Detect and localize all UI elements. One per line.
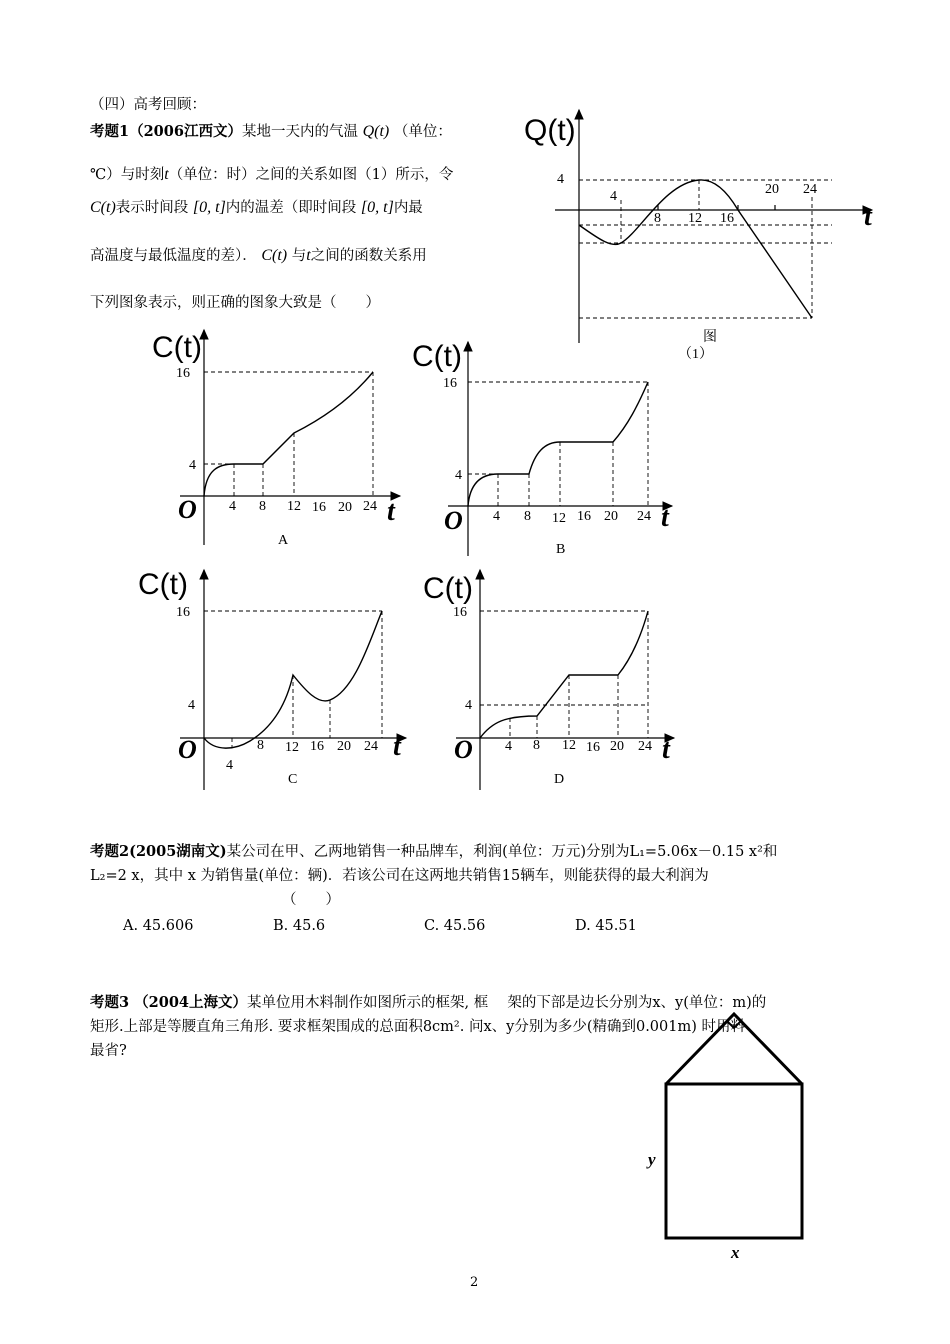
graph-d-letter: D (554, 772, 565, 787)
q2-option-b: B. 45.6 (273, 918, 326, 934)
tick-label: 12 (562, 738, 576, 753)
figure-1-graph (555, 110, 872, 343)
tick-label: 24 (363, 499, 377, 514)
figure-1-caption: （1） (678, 347, 713, 362)
tick-label: 4 (226, 758, 233, 773)
tick-label: 24 (803, 182, 817, 197)
q3-text: 某单位用木料制作如图所示的框架, 框 架的下部是边长分别为x、y(单位：m)的 (247, 995, 767, 1011)
tick-label: 4 (465, 698, 472, 713)
tick-label: 4 (505, 739, 512, 754)
q1-text: ℃）与时刻 (90, 167, 165, 183)
figure-1-caption: 图 (703, 330, 717, 345)
curve-a (204, 372, 373, 496)
tick-label: 8 (654, 211, 661, 226)
frame-rectangle (666, 1084, 802, 1238)
q1-interval: [0, t] (360, 199, 394, 216)
section-title: （四）高考回顾： (90, 97, 206, 113)
tick-label: 4 (455, 468, 462, 483)
tick-label: 8 (257, 738, 264, 753)
tick-label: 16 (586, 740, 600, 755)
graph-c-letter: C (288, 772, 298, 787)
tick-label: 4 (229, 499, 236, 514)
q1-Ct: C(t) (261, 247, 288, 264)
q2-option-d: D. 45.51 (575, 918, 637, 934)
graph-b-origin: O (444, 506, 463, 535)
tick-label: 12 (552, 511, 566, 526)
q3-line2: 矩形.上部是等腰直角三角形. 要求框架围成的总面积8cm². 问x、y分别为多少(精确到0.001m) 时用料 (90, 1019, 746, 1035)
q3-label: 考题3 （2004上海文） (90, 994, 247, 1011)
tick-label: 8 (524, 509, 531, 524)
graph-b-y-label: C(t) (412, 340, 462, 373)
tick-label: 24 (638, 739, 652, 754)
graph-a-letter: A (278, 533, 289, 548)
q1-t: t (164, 166, 169, 183)
graph-c-y-label: C(t) (138, 568, 188, 601)
q1-text: 表示时间段 (115, 200, 189, 216)
frame-figure (666, 1014, 802, 1238)
tick-label: 12 (285, 740, 299, 755)
q1-text: 与 (291, 248, 307, 264)
graph-b-letter: B (556, 542, 566, 557)
tick-label: 16 (577, 509, 591, 524)
graph-d (456, 570, 674, 790)
tick-label: 20 (604, 509, 618, 524)
tick-label: 16 (176, 605, 190, 620)
tick-label: 16 (310, 739, 324, 754)
q2-label: 考题2(2005湖南文) (90, 843, 227, 860)
tick-label: 12 (287, 499, 301, 514)
tick-label: 16 (453, 605, 467, 620)
tick-label: 8 (533, 738, 540, 753)
q1-text: 高温度与最低温度的差）． (90, 248, 257, 264)
graph-a-x-label: t (387, 496, 395, 527)
q1-t: t (306, 247, 311, 264)
graph-a-y-label: C(t) (152, 331, 202, 364)
q3-line3: 最省? (90, 1043, 127, 1059)
q2-text: 某公司在甲、乙两地销售一种品牌车，利润(单位：万元)分别为L₁=5.06x－0.15 x²和 (226, 844, 778, 860)
q2-line2: L₂=2 x，其中 x 为销售量(单位：辆)．若该公司在这两地共销售15辆车，则能获得的最大利润为 (90, 868, 709, 884)
page-number: 2 (470, 1275, 479, 1290)
graph-d-origin: O (454, 735, 473, 764)
q1-interval: [0, t] (192, 199, 226, 216)
q1-text: 内最 (393, 200, 423, 216)
q1-line5: 下列图象表示，则正确的图象大致是（ ） (90, 295, 380, 311)
q1-Qt: Q(t) (362, 123, 390, 140)
tick-label: 4 (189, 458, 196, 473)
tick-label: 24 (637, 509, 651, 524)
tick-label: 20 (610, 739, 624, 754)
figure-1-x-label: t (864, 201, 872, 232)
q2-paren: （ ） (282, 892, 340, 908)
graph-d-x-label: t (662, 734, 670, 765)
tick-label: 20 (338, 500, 352, 515)
q1-text: （单位： (393, 124, 452, 140)
curve-d (480, 611, 648, 738)
graph-c-x-label: t (393, 731, 401, 762)
q2-option-a: A. 45.606 (123, 918, 194, 934)
graph-c (180, 570, 406, 790)
tick-label: 12 (688, 211, 702, 226)
tick-label: 20 (337, 739, 351, 754)
figure-1-y-label: Q(t) (524, 114, 576, 147)
tick-label: 4 (610, 189, 617, 204)
tick-label: 24 (364, 739, 378, 754)
q2-option-c: C. 45.56 (424, 918, 486, 934)
tick-label: 4 (188, 698, 195, 713)
graph-b-x-label: t (661, 502, 669, 533)
tick-label: 16 (312, 500, 326, 515)
tick-label: 4 (557, 172, 564, 187)
q1-label: 考题1（2006江西文） (90, 123, 242, 140)
q1-text: 之间的函数关系用 (310, 248, 427, 264)
tick-label: 20 (765, 182, 779, 197)
q1-Ct: C(t) (90, 199, 116, 216)
q1-text: （单位：时）之间的关系如图（1）所示，令 (168, 167, 454, 183)
tick-label: 8 (259, 499, 266, 514)
right-angle-mark (727, 1021, 741, 1028)
curve-b (468, 382, 648, 506)
q1-text: 内的温差（即时间段 (225, 200, 357, 216)
tick-label: 16 (720, 211, 734, 226)
tick-label: 4 (493, 509, 500, 524)
tick-label: 16 (443, 376, 457, 391)
graph-d-y-label: C(t) (423, 572, 473, 605)
frame-y-label: y (648, 1150, 656, 1169)
graph-a-origin: O (178, 495, 197, 524)
tick-label: 16 (176, 366, 190, 381)
frame-x-label: x (731, 1243, 740, 1262)
frame-triangle (666, 1014, 802, 1084)
graph-c-origin: O (178, 735, 197, 764)
q1-text: 某地一天内的气温 (241, 124, 358, 140)
